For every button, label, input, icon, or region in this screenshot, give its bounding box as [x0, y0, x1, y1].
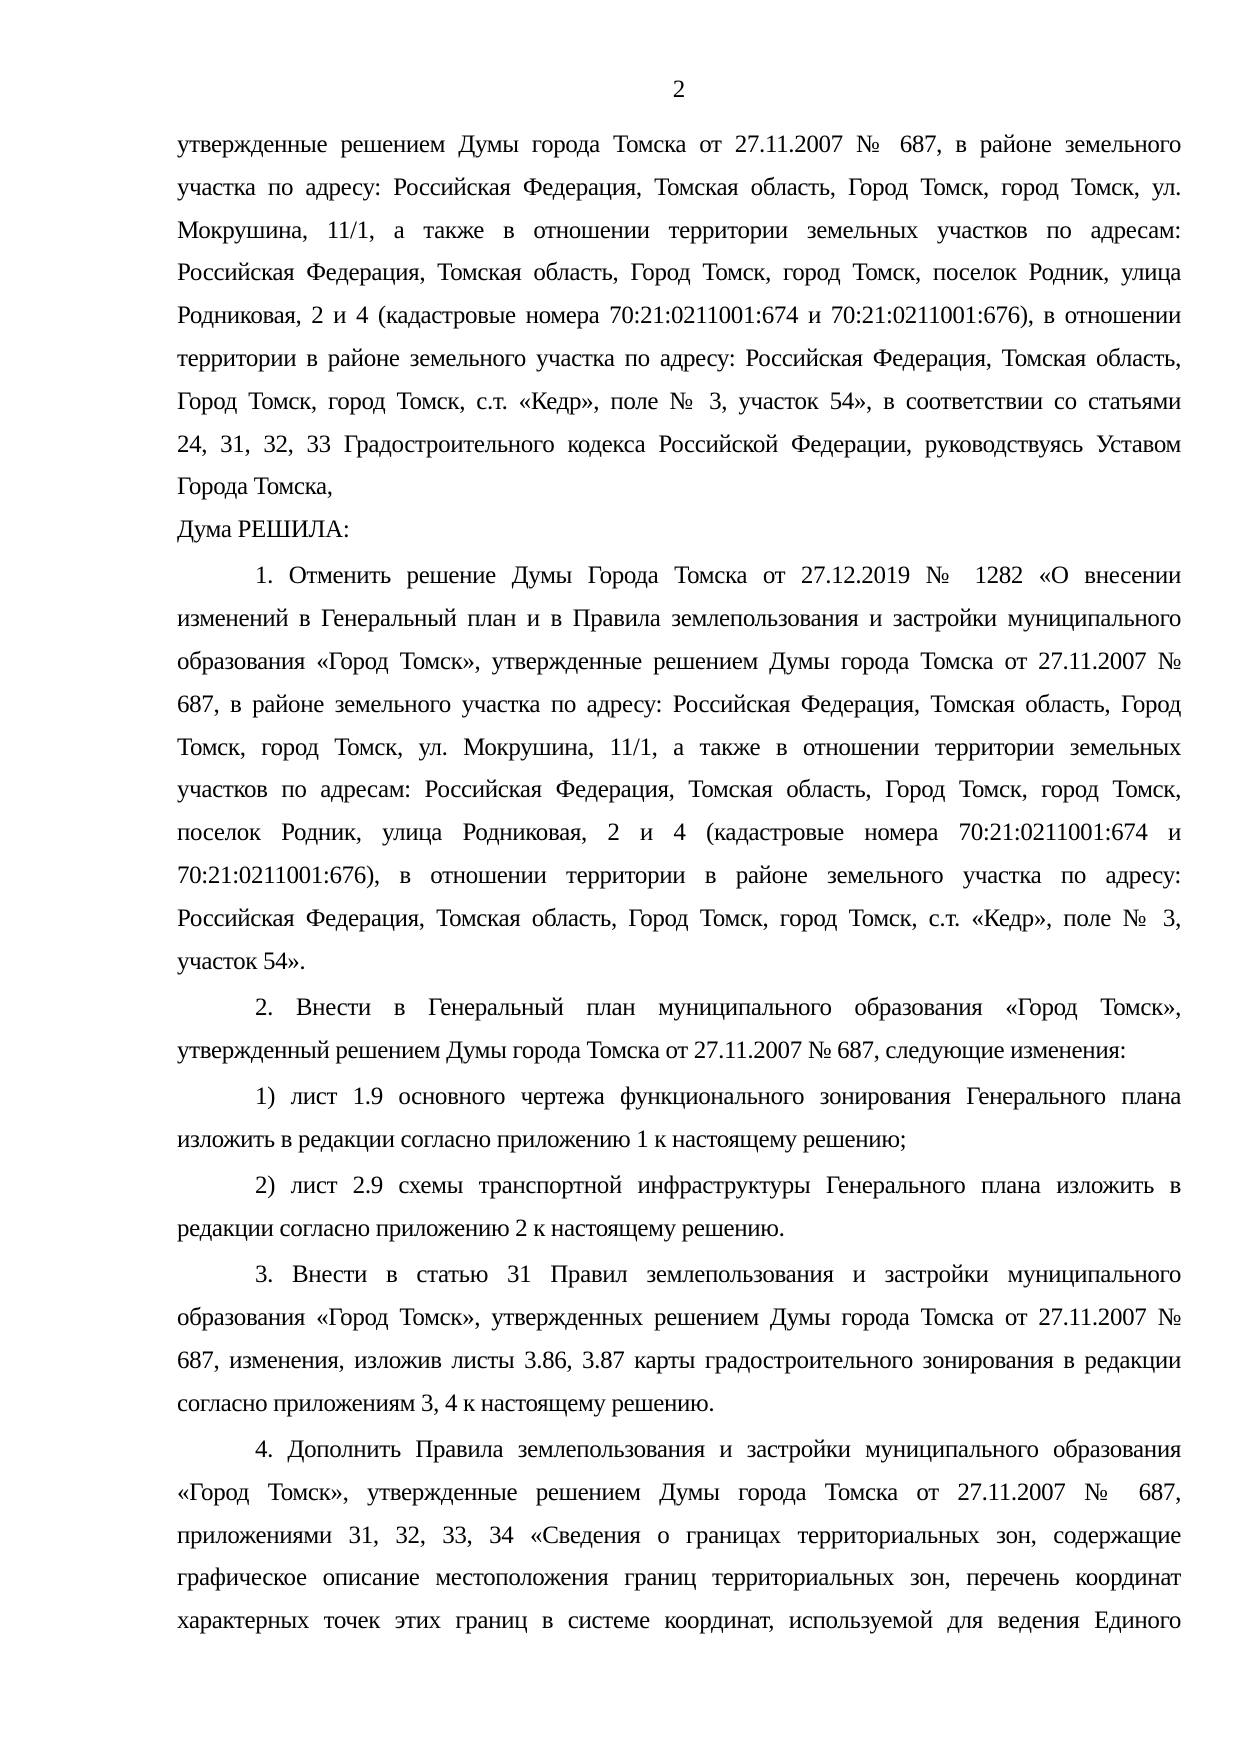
text-line: 1. Отменить решение Думы Города Томска от 27.12.2019 № 1282 «О внесении	[255, 562, 1181, 590]
decision-heading: Дума РЕШИЛА:	[177, 516, 350, 544]
document-body	[177, 124, 1181, 1643]
page-number: 2	[672, 76, 686, 103]
text-line: 687, изменения, изложив листы 3.86, 3.87 карты градостроительного зонирования в редакции	[177, 1346, 1181, 1374]
text-line: утвержденный решением Думы города Томска от 27.11.2007 № 687, следующие изменения:	[177, 1036, 1127, 1064]
text-line: изложить в редакции согласно приложению 1 к настоящему решению;	[177, 1125, 907, 1153]
text-line: 70:21:0211001:676), в отношении территории в районе земельного участка по адресу:	[177, 862, 1181, 890]
text-line: территории в районе земельного участка по адресу: Российская Федерация, Томская область,	[177, 344, 1181, 372]
text-line: 687, в районе земельного участка по адресу: Российская Федерация, Томская область, Город	[177, 690, 1181, 718]
text-line: образования «Город Томск», утвержденных решением Думы города Томска от 27.11.2007 №	[177, 1304, 1181, 1332]
text-line: 4. Дополнить Правила землепользования и застройки муниципального образования	[255, 1435, 1181, 1463]
decision-paragraph	[177, 1429, 1181, 1643]
text-line: Родниковая, 2 и 4 (кадастровые номера 70:21:0211001:674 и 70:21:0211001:676), в отношении	[177, 302, 1181, 330]
text-line: редакции согласно приложению 2 к настоящему решению.	[177, 1214, 785, 1242]
decision-items	[177, 555, 1181, 1642]
text-line: 2. Внести в Генеральный план муниципального образования «Город Томск»,	[255, 993, 1181, 1021]
text-line: «Город Томск», утвержденные решением Думы города Томска от 27.11.2007 № 687,	[177, 1478, 1181, 1506]
text-line: участка по адресу: Российская Федерация, Томская область, Город Томск, город Томск, ул.	[177, 173, 1181, 201]
text-line: Российская Федерация, Томская область, Город Томск, город Томск, поселок Родник, улица	[177, 259, 1181, 287]
decision-paragraph	[177, 1076, 1181, 1162]
text-line: образования «Город Томск», утвержденные решением Думы города Томска от 27.11.2007 №	[177, 648, 1181, 676]
decision-paragraph	[177, 1254, 1181, 1425]
text-line: согласно приложениям 3, 4 к настоящему решению.	[177, 1389, 715, 1417]
text-line: Мокрушина, 11/1, а также в отношении территории земельных участков по адресам:	[177, 216, 1181, 244]
text-line: участок 54».	[177, 947, 306, 975]
text-line: Российская Федерация, Томская область, Город Томск, город Томск, с.т. «Кедр», поле № 3,	[177, 904, 1181, 932]
text-line: Город Томск, город Томск, с.т. «Кедр», поле № 3, участок 54», в соответствии со статьями	[177, 387, 1181, 415]
text-line: характерных точек этих границ в системе координат, используемой для ведения Единого	[177, 1607, 1181, 1635]
decision-paragraph	[177, 987, 1181, 1073]
decision-paragraph	[177, 555, 1181, 983]
text-line: приложениями 31, 32, 33, 34 «Сведения о границах территориальных зон, содержащие	[177, 1521, 1181, 1549]
text-line: участков по адресам: Российская Федерация, Томская область, Город Томск, город Томск,	[177, 776, 1181, 804]
text-line: 1) лист 1.9 основного чертежа функционального зонирования Генерального плана	[255, 1083, 1181, 1111]
text-line: 24, 31, 32, 33 Градостроительного кодекса Российской Федерации, руководствуясь Уставом	[177, 430, 1181, 458]
text-line: поселок Родник, улица Родниковая, 2 и 4 (кадастровые номера 70:21:0211001:674 и	[177, 819, 1181, 847]
text-line: графическое описание местоположения границ территориальных зон, перечень координат	[177, 1564, 1181, 1592]
decision-paragraph	[177, 1165, 1181, 1251]
text-line: 2) лист 2.9 схемы транспортной инфраструктуры Генерального плана изложить в	[255, 1172, 1181, 1200]
text-line: изменений в Генеральный план и в Правила землепользования и застройки муниципального	[177, 605, 1181, 633]
text-line: 3. Внести в статью 31 Правил землепользования и застройки муниципального	[255, 1261, 1181, 1289]
text-line: Города Томска,	[177, 473, 333, 501]
text-line: утвержденные решением Думы города Томска от 27.11.2007 № 687, в районе земельного	[177, 131, 1181, 158]
text-line: Томск, город Томск, ул. Мокрушина, 11/1, а также в отношении территории земельных	[177, 733, 1181, 761]
intro-paragraph	[177, 124, 1181, 509]
